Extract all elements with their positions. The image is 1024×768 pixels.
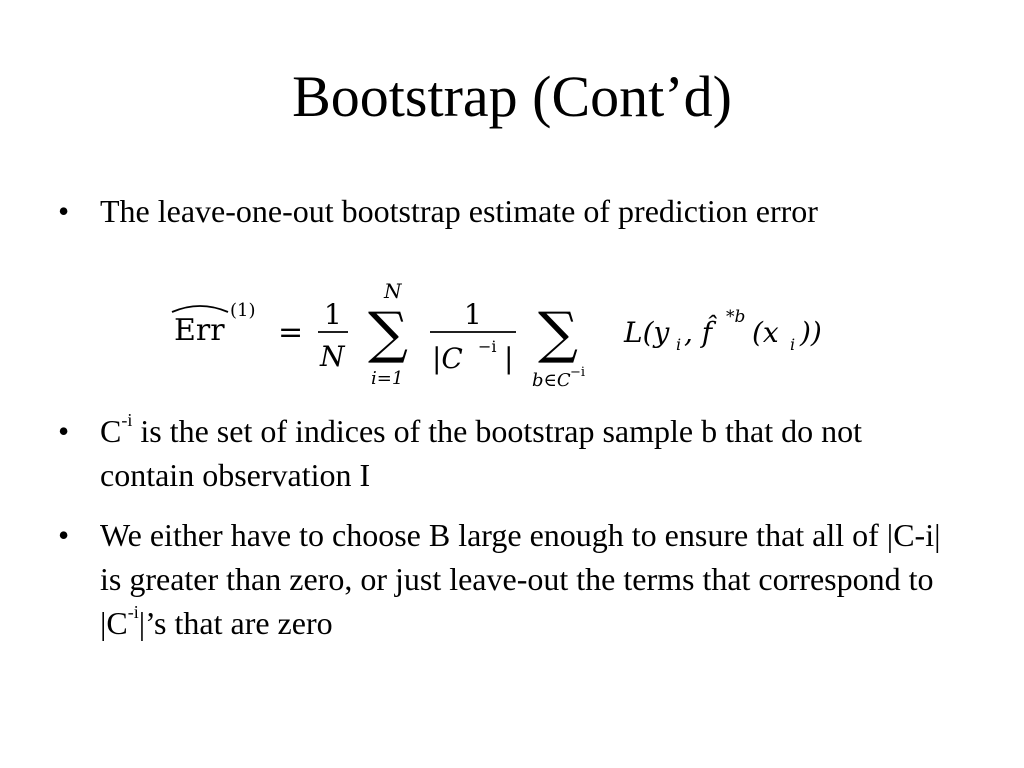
formula-err: Err (174, 313, 225, 348)
formula-frac1-denominator: N (320, 340, 345, 373)
bullet-text (100, 513, 958, 645)
formula-frac2-denominator-close: | (504, 342, 514, 375)
bullet-item (58, 189, 958, 233)
bullet-text-after: |’s that are zero (138, 605, 333, 641)
formula-sum1-lower: i=1 (371, 368, 404, 389)
bullet-item (58, 409, 958, 497)
bullet-marker: • (58, 413, 70, 449)
formula-sum2-lower-superscript: −i (570, 365, 586, 380)
formula-loss-arg: (x (752, 316, 779, 349)
formula-loss-sub-i: i (676, 335, 682, 354)
bullet-item (58, 513, 958, 645)
formula-frac2-denominator: |C (432, 342, 463, 375)
formula-sum2-lower: b∈C (532, 370, 571, 391)
formula-err-superscript: (1) (230, 300, 256, 321)
bullet-text-base: C (100, 413, 122, 449)
formula-loss-open: L(y (624, 316, 670, 349)
bullet-text: The leave-one-out bootstrap estimate of prediction error (100, 193, 818, 229)
formula-equals: = (278, 315, 304, 350)
bullet-text (100, 409, 958, 497)
bullet-marker: • (58, 193, 70, 229)
bullet-text-superscript: -i (127, 602, 139, 623)
formula-err-estimate (168, 278, 868, 398)
slide-title: Bootstrap (Cont’d) (292, 64, 732, 129)
bullet-text-before: We either have to choose B large enough to ensure that all of |C-i| is greater than zero, or just leave-out the terms that correspond to |C (100, 517, 941, 641)
formula-frac1-numerator: 1 (324, 298, 342, 331)
formula-loss-close: )) (800, 316, 822, 349)
formula-loss-f-hat: , f̂ (684, 316, 713, 349)
sum1-sigma: ∑ (368, 301, 408, 366)
sum2-sigma: ∑ (538, 301, 578, 366)
formula-frac2-denominator-superscript: −i (478, 337, 497, 356)
bullet-text-superscript: -i (121, 410, 133, 431)
formula-frac2-numerator: 1 (464, 298, 482, 331)
hat-mark (172, 306, 228, 312)
bullet-text-rest: is the set of indices of the bootstrap sample b that do not contain observation I (100, 413, 862, 493)
formula-loss-superscript: *b (726, 307, 746, 327)
bullet-marker: • (58, 517, 70, 553)
formula-loss-arg-sub: i (790, 335, 796, 354)
formula-sum1-upper: N (384, 279, 402, 303)
